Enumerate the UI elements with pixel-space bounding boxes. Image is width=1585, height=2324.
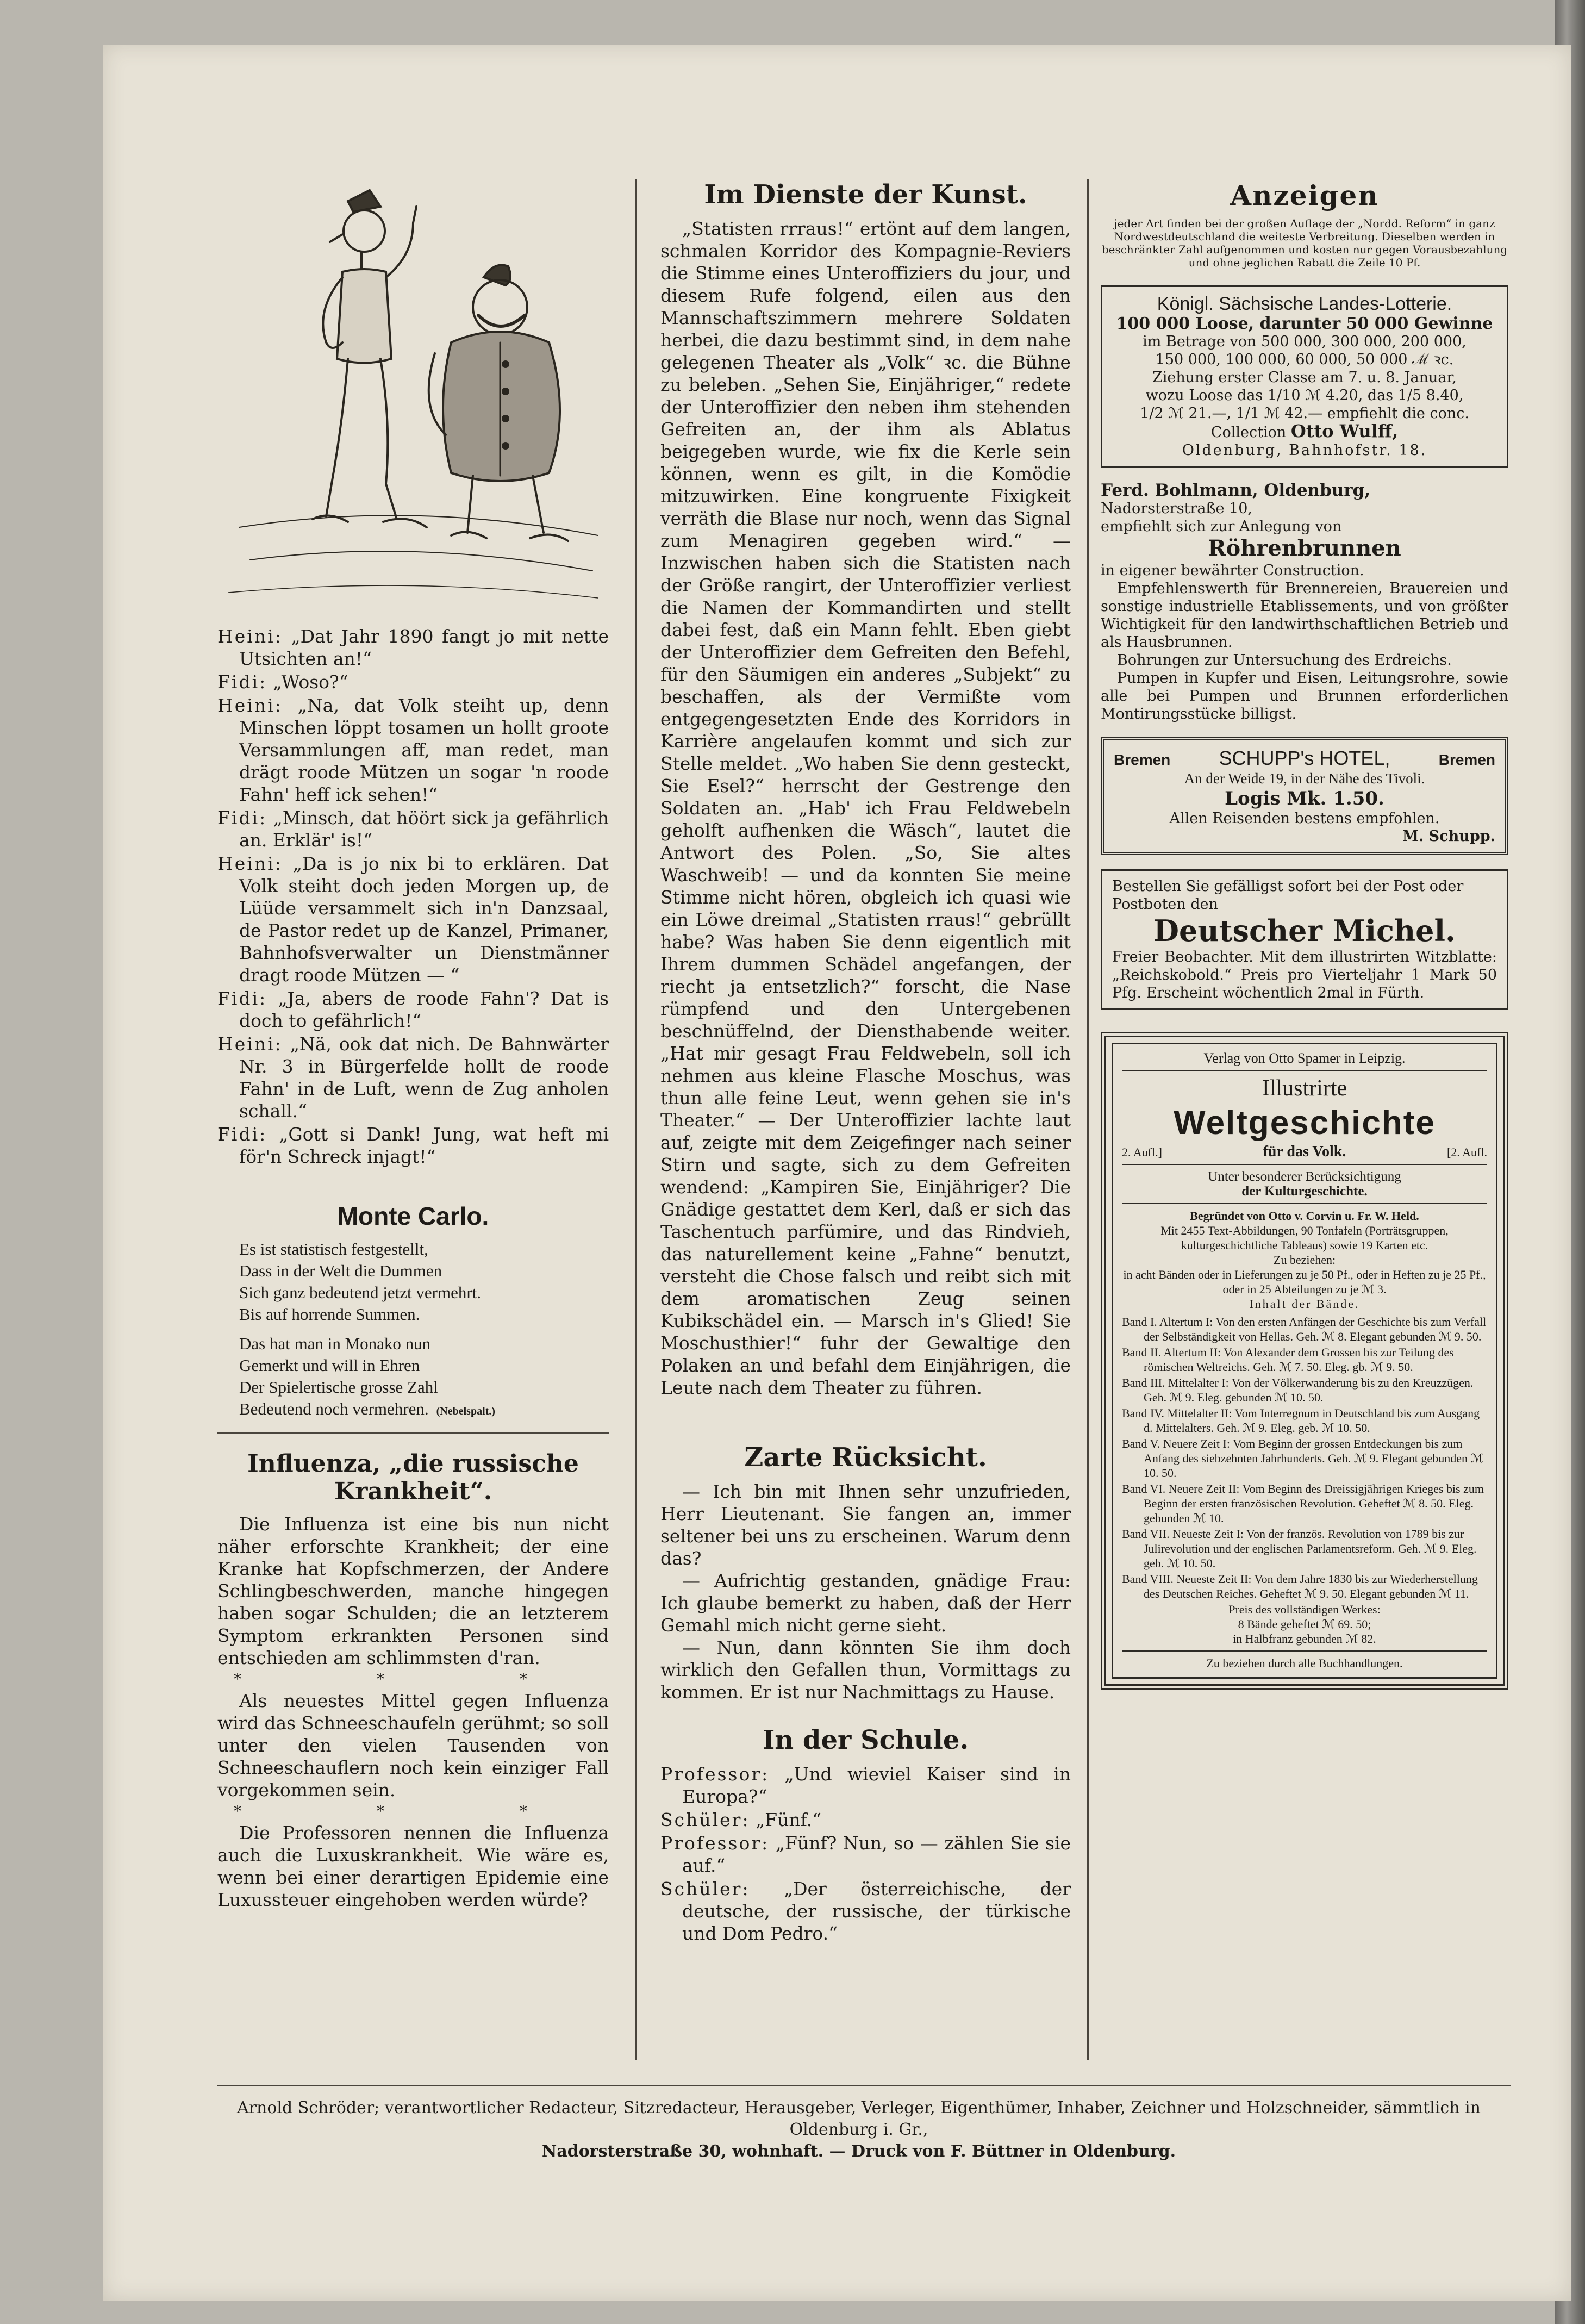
- column-rule-2: [1087, 179, 1089, 2060]
- wg-for-people: für das Volk.: [1263, 1143, 1346, 1160]
- speaker: Professor:: [660, 1833, 770, 1854]
- poem-stanza: [239, 1333, 609, 1422]
- wg-title: Weltgeschichte: [1174, 1104, 1436, 1142]
- ad-weltgeschichte: [1101, 1032, 1508, 1690]
- wg-illustrirte: Illustrirte: [1262, 1076, 1347, 1101]
- lotterie-line: wozu Loose das 1/10 ℳ 4.20, das 1/5 8.40,: [1145, 387, 1464, 404]
- wg-bottom: Zu beziehen durch alle Buchhandlungen.: [1206, 1656, 1403, 1670]
- wg-price: 8 Bände geheftet ℳ 69. 50;: [1238, 1617, 1371, 1631]
- speaker: Fidi:: [217, 988, 267, 1009]
- utterance: „Fünf.“: [756, 1809, 821, 1830]
- section-rule: [217, 1432, 609, 1434]
- wg-line: der Kulturgeschichte.: [1241, 1184, 1368, 1199]
- wg-line: in acht Bänden oder in Lieferungen zu je 50 Pf., oder in Heften zu je 25 Pf., oder in 25 Abteilungen zu je ℳ 3.: [1123, 1268, 1486, 1296]
- wg-separator: [1122, 1164, 1487, 1165]
- bohlmann-line: Bohrungen zur Untersuchung des Erdreichs.: [1117, 652, 1452, 669]
- wg-line: Begründet von Otto v. Corvin u. Fr. W. Held.: [1190, 1209, 1419, 1223]
- wg-band: Band VIII. Neueste Zeit II: Von dem Jahre 1830 bis zur Wiederherstellung des Deutschen Reiches. Geheftet ℳ 9. 50. Elegant gebunden ℳ 11.: [1122, 1572, 1478, 1600]
- schupp-city: Bremen: [1114, 751, 1171, 768]
- wg-edition-row: [1122, 1144, 1487, 1160]
- wg-separator: [1122, 1203, 1487, 1204]
- influenza-paragraph: Die Influenza ist eine bis nun nicht näher erforschte Krankheit; der eine Kranke hat Kopfschmerzen, der Andere Schlingbeschwerden, manche hingegen haben sogar Schulden; die an letzterem Symptom erkrankten Personen sind entschieden am schlimmsten d'ran.: [217, 1513, 609, 1668]
- anzeigen-note: jeder Art finden bei der großen Auflage der „Nordd. Reform“ in ganz Nordwestdeutschland die weiteste Verbreitung. Dieselben werden in beschränkter Zahl aufgenommen und kosten nur gegen Vorausbezahlung und ohne jeglichen Rabatt die Zeile 10 Pf.: [1101, 217, 1508, 269]
- dialog-heini-fidi: [217, 625, 609, 1168]
- influenza-paragraph: Die Professoren nennen die Influenza auch die Luxuskrankheit. Wie wäre es, wenn bei einer derartigen Epidemie eine Luxussteuer eingehoben werden würde?: [217, 1822, 609, 1910]
- schule-title: In der Schule.: [762, 1725, 969, 1755]
- schupp-hotel-name: SCHUPP's HOTEL,: [1219, 747, 1390, 769]
- bohlmann-line: in eigener bewährter Construction.: [1101, 562, 1364, 579]
- zarte-line: — Aufrichtig gestanden, gnädige Frau: Ich glaube bemerkt zu haben, daß der Herr Gemahl mich nicht gerne sieht.: [660, 1570, 1071, 1636]
- poem-stanza: [239, 1238, 609, 1325]
- dialog-line: [660, 1809, 1071, 1831]
- utterance: „Da is jo nix bi to erklären. Dat Volk steiht doch jeden Morgen up, de Lüüde versammelt sich in'n Danzsaal, de Pastor redet up de Kanzel, Primaner, Bahnhofsverwalter un Dienstmänner dragt roode Mützen — “: [239, 853, 609, 986]
- wg-band: Band V. Neuere Zeit I: Vom Beginn der grossen Entdeckungen bis zum Anfang des siebzehnten Jahrhunderts. Geh. ℳ 9. Elegant gebunden ℳ 10. 50.: [1122, 1437, 1483, 1480]
- schupp-price: Logis Mk. 1.50.: [1225, 788, 1384, 809]
- utterance: „Gott si Dank! Jung, wat heft mi för'n Schreck injagt!“: [239, 1124, 609, 1167]
- speaker: Heini:: [217, 853, 283, 874]
- speaker: Professor:: [660, 1764, 770, 1785]
- influenza-title: Influenza, „die russische Krankheit“.: [247, 1450, 579, 1505]
- speaker: Fidi:: [217, 1124, 267, 1145]
- utterance: „Woso?“: [272, 671, 348, 693]
- column-middle: [660, 179, 1071, 1946]
- zarte-line: — Nun, dann könnten Sie ihm doch wirklich den Gefallen thun, Vormittags zu kommen. Er ist nur Nachmittags zu Hause.: [660, 1637, 1071, 1703]
- wg-band: Band IV. Mittelalter II: Vom Interregnum in Deutschland bis zum Ausgang d. Mittelalters. Geh. ℳ 9. Eleg. geb. ℳ 10. 50.: [1122, 1406, 1480, 1435]
- ad-deutscher-michel: [1101, 869, 1508, 1010]
- footer-rule: [217, 2085, 1511, 2086]
- poem-line-text: Bedeutend noch vermehren.: [239, 1399, 429, 1418]
- wg-price: in Halbfranz gebunden ℳ 82.: [1233, 1632, 1376, 1646]
- imprint-line: Arnold Schröder; verantwortlicher Redacteur, Sitzredacteur, Herausgeber, Verleger, Eigenthümer, Inhaber, Zeichner und Holzschneider, sämmtlich in Oldenburg i. Gr.,: [237, 2098, 1481, 2139]
- dialog-line: [660, 1878, 1071, 1945]
- dialog-line: [217, 807, 609, 851]
- wg-line: Mit 2455 Text-Abbildungen, 90 Tonfafeln (Porträtsgruppen, kulturgeschichtliche Tableaus) sowie 19 Karten etc.: [1160, 1224, 1449, 1252]
- weltgeschichte-inner: [1112, 1043, 1497, 1679]
- poem-line: Es ist statistisch festgestellt,: [239, 1239, 428, 1258]
- poem-line: Gemerkt und will in Ehren: [239, 1356, 420, 1375]
- schupp-signature: M. Schupp.: [1402, 828, 1495, 845]
- schupp-header: [1114, 747, 1495, 770]
- bohlmann-big: Röhrenbrunnen: [1208, 535, 1401, 561]
- speaker: Fidi:: [217, 671, 267, 693]
- utterance: „Der österreichische, der deutsche, der russische, der türkische und Dom Pedro.“: [682, 1878, 1071, 1944]
- michel-line: Bestellen Sie gefälligst sofort bei der Post oder Postboten den: [1112, 878, 1464, 913]
- wg-band: Band II. Altertum II: Von Alexander dem Grossen bis zur Teilung des römischen Weltreichs. Geh. ℳ 7. 50. Eleg. gb. ℳ 9. 50.: [1122, 1345, 1454, 1374]
- schupp-city: Bremen: [1438, 751, 1495, 768]
- bohlmann-line: Pumpen in Kupfer und Eisen, Leitungsrohre, sowie alle bei Pumpen und Brunnen erforderlichen Montirungsstücke billigst.: [1101, 670, 1508, 722]
- column-right-ads: [1095, 179, 1514, 1690]
- imprint-footer: [217, 2097, 1500, 2163]
- speaker: Heini:: [217, 695, 283, 716]
- dialog-line: [660, 1763, 1071, 1808]
- schule-dialog: [660, 1763, 1071, 1945]
- speaker: Schüler:: [660, 1878, 750, 1899]
- wg-separator: [1122, 1070, 1487, 1071]
- utterance: „Na, dat Volk steiht up, denn Minschen löppt tosamen un hollt groote Versammlungen aff, man redet, man drägt roode Mützen un sogar 'n roode Fahn' heff ick sehen!“: [239, 695, 609, 805]
- utterance: „Nä, ook dat nich. De Bahnwärter Nr. 3 in Bürgerfelde hollt de roode Fahn' in de Luft, wenn de Zug anholen schall.“: [239, 1033, 609, 1121]
- collection-name: Otto Wulff,: [1290, 421, 1399, 441]
- cartoon-illustration: [217, 179, 609, 609]
- dialog-line: [217, 671, 609, 693]
- imprint-line: Nadorsterstraße 30, wohnhaft. — Druck von F. Büttner in Oldenburg.: [541, 2142, 1176, 2161]
- lotterie-line: [1112, 422, 1497, 441]
- wg-separator: [1122, 1650, 1487, 1652]
- michel-line: Freier Beobachter. Mit dem illustrirten Witzblatte: „Reichskobold.“ Preis pro Vierteljahr 1 Mark 50 Pfg. Erscheint wöchentlich 2mal in Fürth.: [1112, 949, 1497, 1001]
- michel-title: Deutscher Michel.: [1153, 913, 1456, 948]
- monte-carlo-poem: [239, 1238, 609, 1422]
- ad-bohlmann: [1101, 482, 1508, 723]
- poem-line: Bis auf horrende Summen.: [239, 1305, 420, 1324]
- lotterie-line: Ziehung erster Classe am 7. u. 8. Januar,: [1152, 369, 1457, 386]
- dialog-line: [660, 1832, 1071, 1877]
- wg-edition: [2. Aufl.: [1447, 1145, 1487, 1159]
- wg-band: Band VII. Neueste Zeit I: Von der französ. Revolution von 1789 bis zur Julirevolution und der englischen Parlamentsreform. Geh. ℳ 9. Eleg. geb. ℳ 10. 50.: [1122, 1527, 1477, 1570]
- zarte-title: Zarte Rücksicht.: [744, 1442, 987, 1473]
- lotterie-line: 150 000, 100 000, 60 000, 50 000 ℳ ꝛc.: [1155, 351, 1454, 368]
- section-stars: * * *: [234, 1670, 592, 1688]
- collection-label: Collection: [1210, 424, 1287, 441]
- dialog-line: [217, 694, 609, 806]
- lotterie-line: Oldenburg, Bahnhofstr. 18.: [1182, 442, 1427, 459]
- column-rule-1: [635, 179, 637, 2060]
- poem-line: [239, 1398, 609, 1422]
- wg-publisher: Verlag von Otto Spamer in Leipzig.: [1203, 1050, 1406, 1066]
- poem-line: Der Spielertische grosse Zahl: [239, 1378, 438, 1397]
- poem-line: Sich ganz bedeutend jetzt vermehrt.: [239, 1283, 482, 1302]
- wg-band: Band I. Altertum I: Von den ersten Anfängen der Geschichte bis zum Verfall der Selbständigkeit von Hellas. Geh. ℳ 8. Elegant gebunden ℳ 9. 50.: [1122, 1315, 1487, 1343]
- wg-band-list: [1122, 1314, 1487, 1601]
- dialog-line: [217, 987, 609, 1032]
- poem-line: Das hat man in Monako nun: [239, 1334, 431, 1353]
- wg-line: Unter besonderer Berücksichtigung: [1208, 1169, 1401, 1184]
- bohlmann-address: Nadorsterstraße 10,: [1101, 500, 1253, 517]
- wg-band: Band III. Mittelalter I: Von der Völkerwanderung bis zu den Kreuzzügen. Geh. ℳ 9. Eleg. gebunden ℳ 10. 50.: [1122, 1376, 1474, 1404]
- speaker: Heini:: [217, 626, 283, 647]
- zarte-line: — Ich bin mit Ihnen sehr unzufrieden, Herr Lieutenant. Sie fangen an, immer seltener bei uns zu erscheinen. Warum denn das?: [660, 1481, 1071, 1569]
- speaker: Schüler:: [660, 1809, 750, 1830]
- dialog-line: [217, 1123, 609, 1168]
- schupp-line: An der Weide 19, in der Nähe des Tivoli.: [1184, 770, 1425, 787]
- utterance: „Und wieviel Kaiser sind in Europa?“: [682, 1764, 1071, 1807]
- dialog-line: [217, 1033, 609, 1122]
- speaker: Heini:: [217, 1033, 283, 1055]
- monte-carlo-title: Monte Carlo.: [337, 1202, 489, 1230]
- poem-line: Dass in der Welt die Dummen: [239, 1261, 442, 1280]
- speaker: Fidi:: [217, 807, 267, 828]
- ad-schupp-hotel: [1101, 737, 1508, 855]
- anzeigen-title: Anzeigen: [1230, 179, 1379, 211]
- dialog-line: [217, 625, 609, 670]
- column-left: [217, 179, 609, 1911]
- source-credit: (Nebelspalt.): [436, 1405, 495, 1417]
- utterance: „Ja, abers de roode Fahn'? Dat is doch to gefährlich!“: [239, 988, 609, 1031]
- bohlmann-line: empfiehlt sich zur Anlegung von: [1101, 518, 1342, 535]
- bohlmann-name: Ferd. Bohlmann, Oldenburg,: [1101, 481, 1371, 500]
- wg-band: Band VI. Neuere Zeit II: Vom Beginn des Dreissigjährigen Krieges bis zum Beginn der ersten französischen Revolution. Geheftet ℳ 8. 50. Eleg. gebunden ℳ 10.: [1122, 1482, 1484, 1525]
- schupp-line: Allen Reisenden bestens empfohlen.: [1169, 810, 1440, 827]
- bohlmann-line: Empfehlenswerth für Brennereien, Brauereien und sonstige industrielle Etablissements, und von größter Wichtigkeit für den landwirthschaftlichen Betrieb und als Hausbrunnen.: [1101, 580, 1508, 651]
- lotterie-line: 1/2 ℳ 21.—, 1/1 ℳ 42.— empfiehlt die conc.: [1140, 405, 1469, 422]
- wg-line: Zu beziehen:: [1273, 1253, 1336, 1267]
- wg-price-head: Preis des vollständigen Werkes:: [1228, 1603, 1381, 1616]
- lotterie-title: Königl. Sächsische Landes-Lotterie.: [1157, 294, 1452, 314]
- section-stars: * * *: [234, 1802, 592, 1820]
- influenza-paragraph: Als neuestes Mittel gegen Influenza wird das Schneeschaufeln gerühmt; so soll unter den vielen Tausenden von Schneeschauflern noch kein einziger Fall vorgekommen sein.: [217, 1690, 609, 1800]
- ad-lotterie: [1101, 285, 1508, 468]
- wg-line: Inhalt der Bände.: [1249, 1297, 1360, 1311]
- kunst-story: „Statisten rrraus!“ ertönt auf dem langen, schmalen Korridor des Kompagnie-Reviers die Stimme eines Unteroffiziers du jour, und diesem Rufe folgend, eilen aus den Mannschaftszimmern mehrere Soldaten herbei, die dazu bestimmt sind, in dem nahe gelegenen Theater als „Volk“ ꝛc. die Bühne zu beleben. „Sehen Sie, Einjähriger,“ redete der Unteroffizier den neben ihm stehenden Gefreiten an, der ihm als Ablatus beigegeben wurde, wie fix die Kerle sein können, wenn es gilt, in die Komödie mitzuwirken. Eine kongruente Fixigkeit verräth die Blase nur noch, wenn das Signal zum Menagiren gegeben wird.“ — Inzwischen haben sich die Statisten nach der Größe rangirt, der Unteroffizier verliest die Namen der Kommandirten und stellt dabei fest, daß ein Mann fehlt. Eben giebt der Unteroffizier dem Gefreiten den Befehl, für den Säumigen ein anderes „Subjekt“ zu beschaffen, als der Vermißte vom entgegengesetzten Ende des Korridors in Karrière angelaufen kommt und sich zur Stelle meldet. „Wo haben Sie denn gesteckt, Sie Esel?“ herrscht der Gestrenge den Soldaten an. „Hab' ich Frau Feldwebeln geholft aufhenken die Wäsch“, lautet die Antwort des Polen. „So, Sie altes Waschweib! — und da konnten Sie meine Stimme nicht hören, obgleich ich quasi wie ein Löwe dreimal „Statisten rraus!“ gebrüllt habe? Was haben Sie denn eigentlich mit Ihrem dummen Schädel angefangen, der riecht ja entsetzlich?“ forscht, die Nase rümpfend und den Untergebenen beschnüffelnd, der Diensthabende weiter. „Hat mir gesagt Frau Feldwebeln, soll ich nehmen aus kleine Flasche Moschus, was thun alle feine Leut, wenn gehen sie in's Theater.“ — Der Unteroffizier lachte laut auf, zeigte mit dem Zeigefinger nach seiner Stirn und sagte, sich zu dem Gefreiten wendend: „Kampiren Sie, Einjähriger? Die Gnädige gestattet dem Kerl, daß er sich das Taschentuch parfümire, und das Rindvieh, das naturellement keine „Fahne“ benutzt, versteht die Chose falsch und reibt sich mit dem aromatischen Zeug seinen Kubikschädel ein. — Marsch in's Glied! Sie Moschusthier!“ fuhr der Gewaltige den Polaken an und befahl dem Einjährigen, die Leute nach dem Theater zu führen.: [660, 218, 1071, 1398]
- utterance: „Minsch, dat höört sick ja gefährlich an. Erklär' is!“: [239, 807, 609, 851]
- wg-edition: 2. Aufl.]: [1122, 1145, 1162, 1159]
- dialog-line: [217, 852, 609, 986]
- utterance: „Dat Jahr 1890 fangt jo mit nette Utsichten an!“: [239, 626, 609, 669]
- kunst-title: Im Dienste der Kunst.: [704, 179, 1027, 210]
- lotterie-line: 100 000 Loose, darunter 50 000 Gewinne: [1116, 314, 1493, 333]
- cartoon-drawing: [217, 179, 609, 609]
- utterance: „Fünf? Nun, so — zählen Sie sie auf.“: [682, 1833, 1071, 1876]
- lotterie-line: im Betrage von 500 000, 300 000, 200 000,: [1143, 333, 1467, 350]
